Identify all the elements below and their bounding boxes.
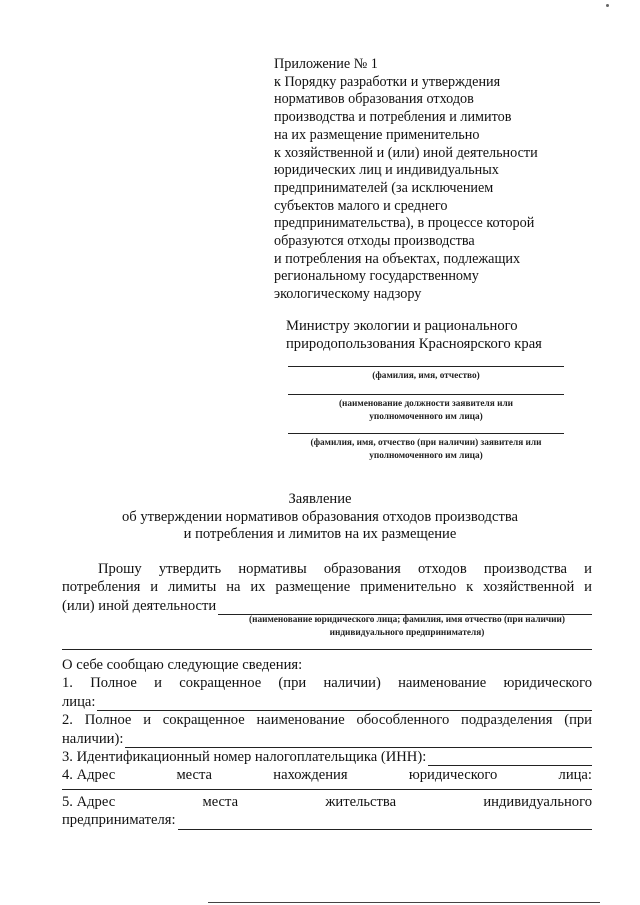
page-bottom-rule xyxy=(208,902,600,903)
item1-field[interactable] xyxy=(62,693,592,711)
activity-caption xyxy=(222,614,592,639)
item2-input-line[interactable] xyxy=(125,734,592,748)
info-intro: О себе сообщаю следующие сведения: xyxy=(62,657,303,673)
item4-word: места xyxy=(176,767,213,784)
item1-line1: 1. Полное и сокращенное (при наличии) наименование юридического xyxy=(62,675,592,692)
appendix-line: экологическому надзору xyxy=(274,286,422,303)
applicant-name-field[interactable] xyxy=(288,433,564,462)
item4-word: юридического xyxy=(408,767,498,784)
item1-input-line[interactable] xyxy=(97,697,592,711)
item5-word: индивидуального xyxy=(483,794,592,810)
appendix-line: предпринимателей (за исключением xyxy=(274,179,494,196)
request-paragraph xyxy=(62,560,592,615)
appendix-line: к Порядку разработки и утверждения xyxy=(274,73,501,90)
item5-label-2: предпринимателя: xyxy=(62,812,176,829)
title-line: и потребления и лимитов на их размещение xyxy=(183,526,457,542)
position-caption-1: (наименование должности заявителя или xyxy=(338,399,514,409)
title-line: об утверждении нормативов образования отходов производства xyxy=(121,508,518,525)
inn-input-line[interactable] xyxy=(428,752,592,766)
appendix-line: субъектов малого и среднего xyxy=(274,197,448,214)
item5-label xyxy=(62,793,592,811)
item2-field[interactable] xyxy=(62,730,592,748)
item1-label: лица: xyxy=(62,693,96,710)
activity-caption-1: (наименование юридического лица; фамилия, имя отчество (при наличии) xyxy=(249,615,565,625)
item3-label: 3. Идентификационный номер налогоплательщика (ИНН): xyxy=(62,749,427,766)
appendix-line: производства и потребления и лимитов xyxy=(274,109,512,126)
item5-word: 5. Адрес xyxy=(62,794,116,810)
activity-caption-2: индивидуального предпринимателя) xyxy=(329,627,485,638)
activity-extra-line[interactable] xyxy=(62,649,592,650)
appendix-line: к хозяйственной и (или) иной деятельности xyxy=(274,144,538,161)
appendix-line: нормативов образования отходов xyxy=(274,91,474,108)
appendix-line: на их размещение применительно xyxy=(274,126,480,143)
addressee-line: Министру экологии и рационального xyxy=(286,318,518,334)
addressee-line: природопользования Красноярского края xyxy=(286,335,542,352)
item4-label xyxy=(62,766,592,784)
item2-label: наличии): xyxy=(62,730,124,747)
statement-title xyxy=(0,491,640,544)
position-field[interactable] xyxy=(288,394,564,423)
item2-line1: 2. Полное и сокращенное наименование обособленного подразделения (при xyxy=(62,712,592,729)
minister-name-caption: (фамилия, имя, отчество) xyxy=(372,371,480,381)
appendix-line: юридических лиц и индивидуальных xyxy=(274,162,499,179)
addressee xyxy=(286,318,606,353)
applicant-caption-2: уполномоченного им лица) xyxy=(369,450,483,461)
item3-field[interactable] xyxy=(62,748,592,766)
title-line: Заявление xyxy=(288,491,352,507)
activity-label: (или) иной деятельности xyxy=(62,597,217,614)
appendix-header xyxy=(274,56,604,304)
info-section xyxy=(62,656,592,785)
appendix-line: и потребления на объектах, подлежащих xyxy=(274,250,521,267)
activity-field[interactable] xyxy=(62,597,592,615)
appendix-line: региональному государственному xyxy=(274,268,479,285)
item5-word: места xyxy=(202,794,239,810)
request-line-1: Прошу утвердить нормативы образования отходов производства и xyxy=(98,561,592,577)
scan-dot xyxy=(606,4,609,7)
minister-name-field[interactable] xyxy=(288,366,564,383)
item5-section xyxy=(62,793,592,830)
position-caption-2: уполномоченного им лица) xyxy=(369,411,483,422)
item4-word: нахождения xyxy=(273,767,348,784)
item4-word: лица: xyxy=(558,767,592,784)
item5-field[interactable] xyxy=(62,811,592,829)
item4-word: 4. Адрес xyxy=(62,767,116,784)
item5-input-line[interactable] xyxy=(178,816,593,830)
request-line-2: потребления и лимиты на их размещение применительно к хозяйственной и xyxy=(62,579,592,596)
applicant-caption-1: (фамилия, имя, отчество (при наличии) заявителя или xyxy=(310,438,542,448)
appendix-line: предпринимательства), в процессе которой xyxy=(274,215,535,232)
item5-word: жительства xyxy=(325,794,397,810)
appendix-line: Приложение № 1 xyxy=(274,56,378,72)
appendix-line: образуются отходы производства xyxy=(274,233,475,250)
item4-input-line[interactable] xyxy=(62,789,592,790)
